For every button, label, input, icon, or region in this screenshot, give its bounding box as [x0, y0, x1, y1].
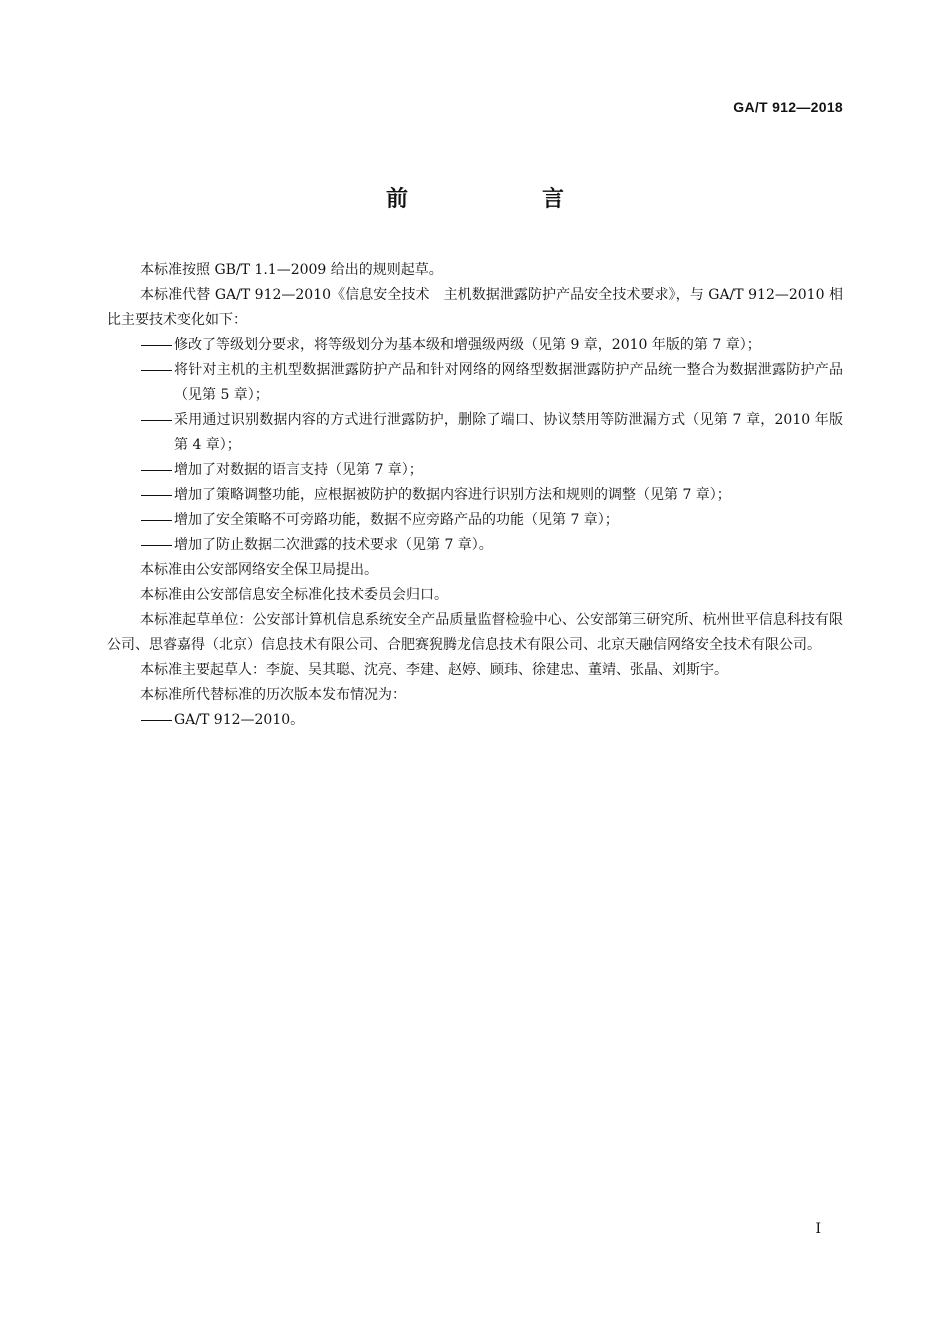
- change-list-item: [107, 358, 843, 408]
- list-item-text: 增加了策略调整功能，应根据被防护的数据内容进行识别方法和规则的调整（见第 7 章）；: [174, 487, 731, 503]
- history-list-item: [107, 708, 843, 733]
- paragraph: 本标准主要起草人：李旋、吴其聪、沈亮、李建、赵婷、顾玮、徐建忠、董靖、张晶、刘斯宇。: [140, 662, 728, 678]
- paragraph: 本标准按照 GB/T 1.1—2009 给出的规则起草。: [140, 262, 443, 278]
- change-list-item: [107, 458, 843, 483]
- paragraph: 本标准由公安部信息安全标准化技术委员会归口。: [140, 587, 448, 603]
- list-item-text: 采用通过识别数据内容的方式进行泄露防护，删除了端口、协议禁用等防泄漏方式（见第 7 章，2010 年版第 4 章）；: [174, 412, 843, 453]
- change-list-item: [107, 483, 843, 508]
- change-list-item: [107, 533, 843, 558]
- list-item-text: 修改了等级划分要求，将等级划分为基本级和增强级两级（见第 9 章，2010 年版的第 7 章）；: [174, 337, 761, 353]
- list-item-text: 增加了对数据的语言支持（见第 7 章）；: [174, 462, 423, 478]
- paragraph: 本标准由公安部网络安全保卫局提出。: [140, 562, 378, 578]
- change-list-item: [107, 333, 843, 358]
- paragraph: 本标准代替 GA/T 912—2010《信息安全技术 主机数据泄露防护产品安全技术要求》，与 GA/T 912—2010 相比主要技术变化如下：: [107, 287, 843, 328]
- standard-code: GA/T 912—2018: [733, 99, 843, 115]
- document-body: [107, 258, 843, 733]
- page-title: 前 言: [385, 187, 620, 212]
- page-number: I: [815, 1221, 821, 1237]
- list-item-text: 将针对主机的主机型数据泄露防护产品和针对网络的网络型数据泄露防护产品统一整合为数据泄露防护产品（见第 5 章）；: [174, 362, 843, 403]
- paragraph: 本标准所代替标准的历次版本发布情况为：: [140, 687, 406, 703]
- change-list-item: [107, 508, 843, 533]
- list-item-text: 增加了防止数据二次泄露的技术要求（见第 7 章）。: [174, 537, 493, 553]
- change-list-item: [107, 408, 843, 458]
- list-item-text: GA/T 912—2010。: [174, 712, 305, 728]
- list-item-text: 增加了安全策略不可旁路功能，数据不应旁路产品的功能（见第 7 章）；: [174, 512, 619, 528]
- paragraph: 本标准起草单位：公安部计算机信息系统安全产品质量监督检验中心、公安部第三研究所、杭州世平信息科技有限公司、思睿嘉得（北京）信息技术有限公司、合肥赛猊腾龙信息技术有限公司、北京天融信网络安全技术有限公司。: [107, 612, 843, 653]
